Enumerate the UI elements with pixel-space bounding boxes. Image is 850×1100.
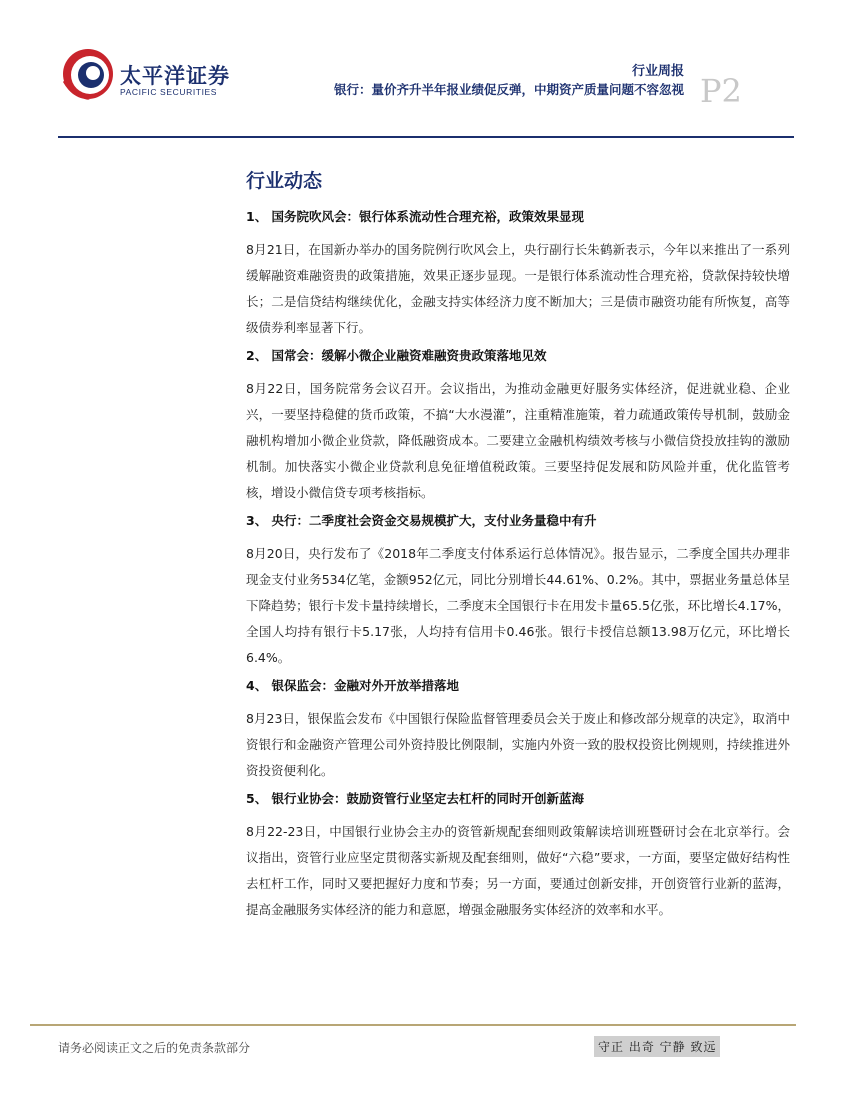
report-type: 行业周报 bbox=[631, 64, 684, 79]
footer-slogan: 守正 出奇 宁静 致远 bbox=[594, 1036, 720, 1057]
report-title: 银行：量价齐升半年报业绩促反弹，中期资产质量问题不容忽视 bbox=[333, 82, 684, 97]
company-name-cn: 太平洋证券 bbox=[120, 64, 230, 88]
news-item-2-heading: 2、 国常会：缓解小微企业融资难融资贵政策落地见效 bbox=[246, 348, 547, 363]
section-heading: 行业动态 bbox=[246, 170, 323, 192]
footer-disclaimer: 请务必阅读正文之后的免责条款部分 bbox=[58, 1041, 251, 1055]
header-divider bbox=[58, 136, 794, 138]
news-item-1-heading: 1、 国务院吹风会：银行体系流动性合理充裕，政策效果显现 bbox=[246, 209, 585, 224]
footer-divider bbox=[30, 1024, 796, 1026]
news-item-5-heading: 5、 银行业协会：鼓励资管行业坚定去杠杆的同时开创新蓝海 bbox=[246, 791, 585, 806]
company-name-en: PACIFIC SECURITIES bbox=[120, 87, 218, 97]
news-item-1-body: 8月21日，在国新办举办的国务院例行吹风会上，央行副行长朱鹤新表示，今年以来推出了一系列缓解融资难融资贵的政策措施，效果正逐步显现。一是银行体系流动性合理充裕，贷款保持较快增长；二是信贷结构继续优化，金融支持实体经济力度不断加大；三是债市融资功能有所恢复，高等级债券利率显著下行。 bbox=[246, 242, 790, 335]
main-content bbox=[246, 166, 790, 928]
news-item-3-body: 8月20日，央行发布了《2018年二季度支付体系运行总体情况》。报告显示，二季度全国共办理非现金支付业务534亿笔，金额952亿元，同比分别增长44.61%、0.2%。其中，票据业务量总体呈下降趋势；银行卡发卡量持续增长，二季度末全国银行卡在用发卡量65.5亿张，环比增长4.17%，全国人均持有银行卡5.17张，人均持有信用卡0.46张。银行卡授信总额13.98万亿元，环比增长6.4%。 bbox=[246, 546, 790, 665]
company-logo-icon bbox=[60, 46, 116, 102]
news-item-2-body: 8月22日，国务院常务会议召开。会议指出，为推动金融更好服务实体经济，促进就业稳、企业兴，一要坚持稳健的货币政策，不搞“大水漫灌”，注重精准施策，着力疏通政策传导机制，鼓励金融机构增加小微企业贷款，降低融资成本。二要建立金融机构绩效考核与小微信贷投放挂钩的激励机制。加快落实小微企业贷款利息免征增值税政策。三要坚持促发展和防风险并重，优化监管考核，增设小微信贷专项考核指标。 bbox=[246, 381, 790, 500]
news-item-4-heading: 4、 银保监会：金融对外开放举措落地 bbox=[246, 678, 460, 693]
company-logo bbox=[60, 46, 300, 106]
news-item-5-body: 8月22-23日，中国银行业协会主办的资管新规配套细则政策解读培训班暨研讨会在北京举行。会议指出，资管行业应坚定贯彻落实新规及配套细则，做好“六稳”要求，一方面，要坚定做好结构性去杠杆工作，同时又要把握好力度和节奏；另一方面，要通过创新安排，开创资管行业新的蓝海，提高金融服务实体经济的能力和意愿，增强金融服务实体经济的效率和水平。 bbox=[246, 824, 790, 917]
page-number: P2 bbox=[700, 72, 742, 110]
news-item-3-heading: 3、 央行：二季度社会资金交易规模扩大，支付业务量稳中有升 bbox=[246, 513, 597, 528]
news-item-4-body: 8月23日，银保监会发布《中国银行保险监督管理委员会关于废止和修改部分规章的决定》，取消中资银行和金融资产管理公司外资持股比例限制，实施内外资一致的股权投资比例规则，持续推进外资投资便利化。 bbox=[246, 711, 790, 778]
